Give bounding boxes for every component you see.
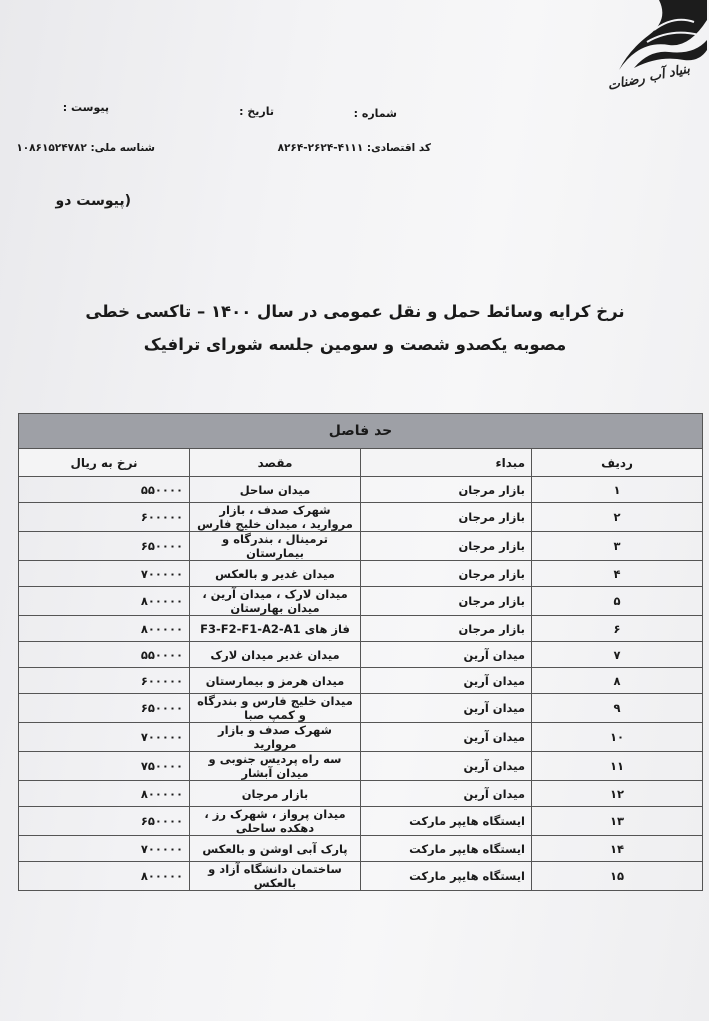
destination-cell: میدان خلیج فارس و بندرگاه و کمپ صبا [190,694,361,723]
economic-code: کد اقتصادی: ۴۱۱۱-۲۶۲۴-۸۲۶۴ [277,142,431,154]
row-number-cell: ۱۲ [532,781,703,807]
row-number-cell: ۱۰ [532,723,703,752]
national-id: شناسه ملی: ۱۰۸۶۱۵۲۴۷۸۲ [16,142,155,154]
table-row [19,694,703,723]
fare-cell: ۵۵۰۰۰۰ [19,477,190,503]
table-caption: حد فاصل [19,414,703,449]
destination-cell: ساختمان دانشگاه آزاد و بالعکس [190,862,361,891]
origin-cell: ایستگاه هایپر مارکت [361,862,532,891]
header-fare: نرخ به ریال [19,449,190,477]
header-origin: مبداء [361,449,532,477]
fare-cell: ۸۰۰۰۰۰ [19,616,190,642]
origin-cell: میدان آرین [361,723,532,752]
row-number-cell: ۱۱ [532,752,703,781]
destination-cell: ترمینال ، بندرگاه و بیمارستان [190,532,361,561]
fare-cell: ۶۵۰۰۰۰ [19,694,190,723]
attachment-field [63,101,109,114]
origin-cell: میدان آرین [361,694,532,723]
row-number-cell: ۱۴ [532,836,703,862]
destination-cell: شهرک صدف ، بازار مروارید ، میدان خلیج فارس [190,503,361,532]
fare-table-container [18,413,703,891]
fare-cell: ۷۵۰۰۰۰ [19,752,190,781]
fare-cell: ۸۰۰۰۰۰ [19,781,190,807]
row-number-cell: ۴ [532,561,703,587]
date-field [239,105,274,118]
destination-cell: میدان هرمز و بیمارستان [190,668,361,694]
row-number-cell: ۶ [532,616,703,642]
header-row-number: ردیف [532,449,703,477]
origin-cell: بازار مرجان [361,477,532,503]
fare-cell: ۶۰۰۰۰۰ [19,668,190,694]
destination-cell: فاز های F3-F2-F1-A2-A1 [190,616,361,642]
table-row [19,807,703,836]
fare-table [18,413,703,891]
fare-cell: ۷۰۰۰۰۰ [19,561,190,587]
fare-cell: ۶۵۰۰۰۰ [19,807,190,836]
table-row [19,561,703,587]
table-row [19,477,703,503]
fare-cell: ۶۰۰۰۰۰ [19,503,190,532]
logo-text: بنیاد آب رضنات [606,61,692,94]
document-title [70,295,640,361]
table-row [19,752,703,781]
number-label: شماره : [353,107,397,120]
table-row [19,503,703,532]
destination-cell: میدان لارک ، میدان آرین ، میدان بهارستان [190,587,361,616]
origin-cell: بازار مرجان [361,532,532,561]
destination-cell: میدان پرواز ، شهرک رز ، دهکده ساحلی [190,807,361,836]
table-header-row [19,449,703,477]
row-number-cell: ۷ [532,642,703,668]
attachment-label: پیوست : [62,101,109,114]
origin-cell: میدان آرین [361,781,532,807]
destination-cell: پارک آبی اوشن و بالعکس [190,836,361,862]
fare-cell: ۵۵۰۰۰۰ [19,642,190,668]
number-field [354,107,397,120]
table-body [19,477,703,891]
fare-cell: ۸۰۰۰۰۰ [19,862,190,891]
date-label: تاریخ : [239,105,274,118]
fare-cell: ۶۵۰۰۰۰ [19,532,190,561]
table-row [19,587,703,616]
table-row [19,642,703,668]
origin-cell: ایستگاه هایپر مارکت [361,807,532,836]
row-number-cell: ۹ [532,694,703,723]
table-caption-row [19,414,703,449]
destination-cell: میدان غدیر میدان لارک [190,642,361,668]
header-destination: مقصد [190,449,361,477]
row-number-cell: ۲ [532,503,703,532]
fare-cell: ۷۰۰۰۰۰ [19,836,190,862]
table-row [19,862,703,891]
table-row [19,532,703,561]
row-number-cell: ۱۵ [532,862,703,891]
row-number-cell: ۱۳ [532,807,703,836]
destination-cell: شهرک صدف و بازار مروارید [190,723,361,752]
origin-cell: میدان آرین [361,642,532,668]
origin-cell: بازار مرجان [361,587,532,616]
row-number-cell: ۱ [532,477,703,503]
destination-cell: سه راه پردیس جنوبی و میدان آبشار [190,752,361,781]
fare-cell: ۸۰۰۰۰۰ [19,587,190,616]
table-row [19,668,703,694]
origin-cell: میدان آرین [361,668,532,694]
table-row [19,723,703,752]
destination-cell: میدان غدیر و بالعکس [190,561,361,587]
title-line-2: مصوبه یکصدو شصت و سومین جلسه شورای ترافیک [143,335,567,354]
table-row [19,616,703,642]
table-row [19,781,703,807]
annex-label: (پیوست دو [55,193,131,209]
origin-cell: بازار مرجان [361,616,532,642]
row-number-cell: ۵ [532,587,703,616]
destination-cell: میدان ساحل [190,477,361,503]
fare-cell: ۷۰۰۰۰۰ [19,723,190,752]
origin-cell: ایستگاه هایپر مارکت [361,836,532,862]
origin-cell: بازار مرجان [361,561,532,587]
row-number-cell: ۳ [532,532,703,561]
destination-cell: بازار مرجان [190,781,361,807]
row-number-cell: ۸ [532,668,703,694]
origin-cell: میدان آرین [361,752,532,781]
title-line-1: نرخ کرایه وسائط حمل و نقل عمومی در سال ۱۴۰۰ – تاکسی خطی [85,302,625,321]
origin-cell: بازار مرجان [361,503,532,532]
table-row [19,836,703,862]
organization-logo [599,0,709,115]
